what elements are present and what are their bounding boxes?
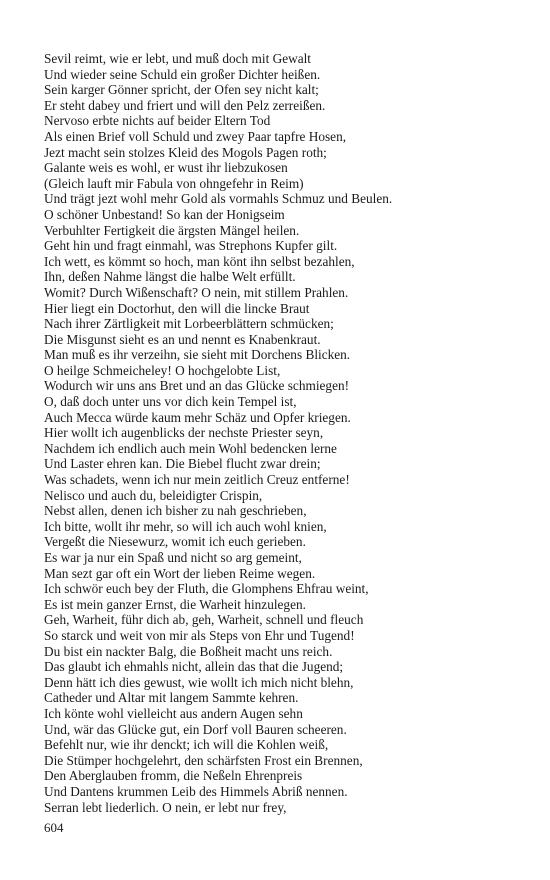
poem-line: Ich wett, es kömmt so hoch, man könt ihn selbst bezahlen, [44, 253, 355, 269]
poem-line: Nachdem ich endlich auch mein Wohl bedencken lerne [44, 440, 337, 456]
poem-line: Das glaubt ich ehmahls nicht, allein das that die Jugend; [44, 659, 344, 675]
poem-line: Auch Mecca würde kaum mehr Schäz und Opfer kriegen. [44, 409, 351, 425]
poem-line: Sein karger Gönner spricht, der Ofen sey nicht kalt; [44, 82, 319, 98]
page-number: 604 [44, 820, 64, 835]
poem-line: Nelisco und auch du, beleidigter Crispin, [44, 487, 263, 503]
poem-line: Serran lebt liederlich. O nein, er lebt nur frey, [44, 799, 287, 815]
poem-line: Galante weis es wohl, er wust ihr liebzukosen [44, 160, 288, 176]
poem-line: Und wieder seine Schuld ein großer Dichter heißen. [44, 66, 321, 82]
poem-line: Sevil reimt, wie er lebt, und muß doch mit Gewalt [44, 51, 311, 66]
poem-line: Nervoso erbte nichts auf beider Eltern Tod [44, 113, 271, 129]
poem-line: Denn hätt ich dies gewust, wie wollt ich mich nicht blehn, [44, 674, 354, 690]
poem-line: O schöner Unbestand! So kan der Honigseim [44, 206, 285, 222]
poem-line: Und trägt jezt wohl mehr Gold als vormahls Schmuz und Beulen. [44, 191, 393, 207]
poem-line: Vergeßt die Niesewurz, womit ich euch gerieben. [44, 534, 306, 550]
poem-text [44, 51, 534, 815]
poem-line: O heilge Schmeicheley! O hochgelobte List, [44, 362, 281, 378]
poem-line: So starck und weit von mir als Steps von Ehr und Tugend! [44, 627, 355, 643]
poem-line: Es ist mein ganzer Ernst, die Warheit hinzulegen. [44, 596, 306, 612]
poem-line: Womit? Durch Wißenschaft? O nein, mit stillem Prahlen. [44, 284, 349, 300]
poem-line: Du bist ein nackter Balg, die Boßheit macht uns reich. [44, 643, 333, 659]
poem-line: Nebst allen, denen ich bisher zu nah geschrieben, [44, 503, 307, 519]
poem-line: Er steht dabey und friert und will den Pelz zerreißen. [44, 97, 326, 113]
poem-line: Die Misgunst sieht es an und nennt es Knabenkraut. [44, 331, 321, 347]
poem-line: Die Stümper hochgelehrt, den schärfsten Frost ein Brennen, [44, 752, 363, 768]
poem-line: Ich könte wohl vielleicht aus andern Augen sehn [44, 705, 303, 721]
poem-line: Ich bitte, wollt ihr mehr, so will ich auch wohl knien, [44, 518, 327, 534]
poem-line: O, daß doch unter uns vor dich kein Tempel ist, [44, 394, 297, 410]
poem-line: Man sezt gar oft ein Wort der lieben Reime wegen. [44, 565, 316, 581]
poem-line: Und Dantens krummen Leib des Himmels Abriß nennen. [44, 783, 348, 799]
poem-line: Als einen Brief voll Schuld und zwey Paar tapfre Hosen, [44, 128, 347, 144]
poem-line: Catheder und Altar mit langem Sammte kehren. [44, 690, 299, 706]
poem-line: Nach ihrer Zärtligkeit mit Lorbeerblättern schmücken; [44, 316, 334, 332]
poem-line: Und Laster ehren kan. Die Biebel flucht zwar drein; [44, 456, 321, 472]
poem-line: Verbuhlter Fertigkeit die ärgsten Mängel heilen. [44, 222, 300, 238]
poem-line: Befehlt nur, wie ihr denckt; ich will die Kohlen weiß, [44, 737, 329, 753]
poem-line: (Gleich lauft mir Fabula von ohngefehr in Reim) [44, 175, 304, 191]
poem-line: Geh, Warheit, führ dich ab, geh, Warheit, schnell und fleuch [44, 612, 364, 628]
poem-line: Wodurch wir uns ans Bret und an das Glücke schmiegen! [44, 378, 350, 394]
poem-line: Hier liegt ein Doctorhut, den will die lincke Braut [44, 300, 310, 316]
poem-line: Ihn, deßen Nahme längst die halbe Welt erfüllt. [44, 269, 296, 285]
poem-line: Jezt macht sein stolzes Kleid des Mogols Pagen roth; [44, 144, 327, 160]
poem-line: Hier wollt ich augenblicks der nechste Priester seyn, [44, 425, 324, 441]
poem-line: Geht hin und fragt einmahl, was Strephons Kupfer gilt. [44, 238, 338, 254]
poem-line: Was schadets, wenn ich nur mein zeitlich Creuz entferne! [44, 472, 350, 488]
poem-line: Ich schwör euch bey der Fluth, die Glomphens Ehfrau weint, [44, 581, 369, 597]
poem-line: Und, wär das Glücke gut, ein Dorf voll Bauren scheeren. [44, 721, 347, 737]
poem-line: Man muß es ihr verzeihn, sie sieht mit Dorchens Blicken. [44, 347, 351, 363]
poem-line: Den Aberglauben fromm, die Neßeln Ehrenpreis [44, 768, 303, 784]
poem-line: Es war ja nur ein Spaß und nicht so arg gemeint, [44, 550, 302, 565]
